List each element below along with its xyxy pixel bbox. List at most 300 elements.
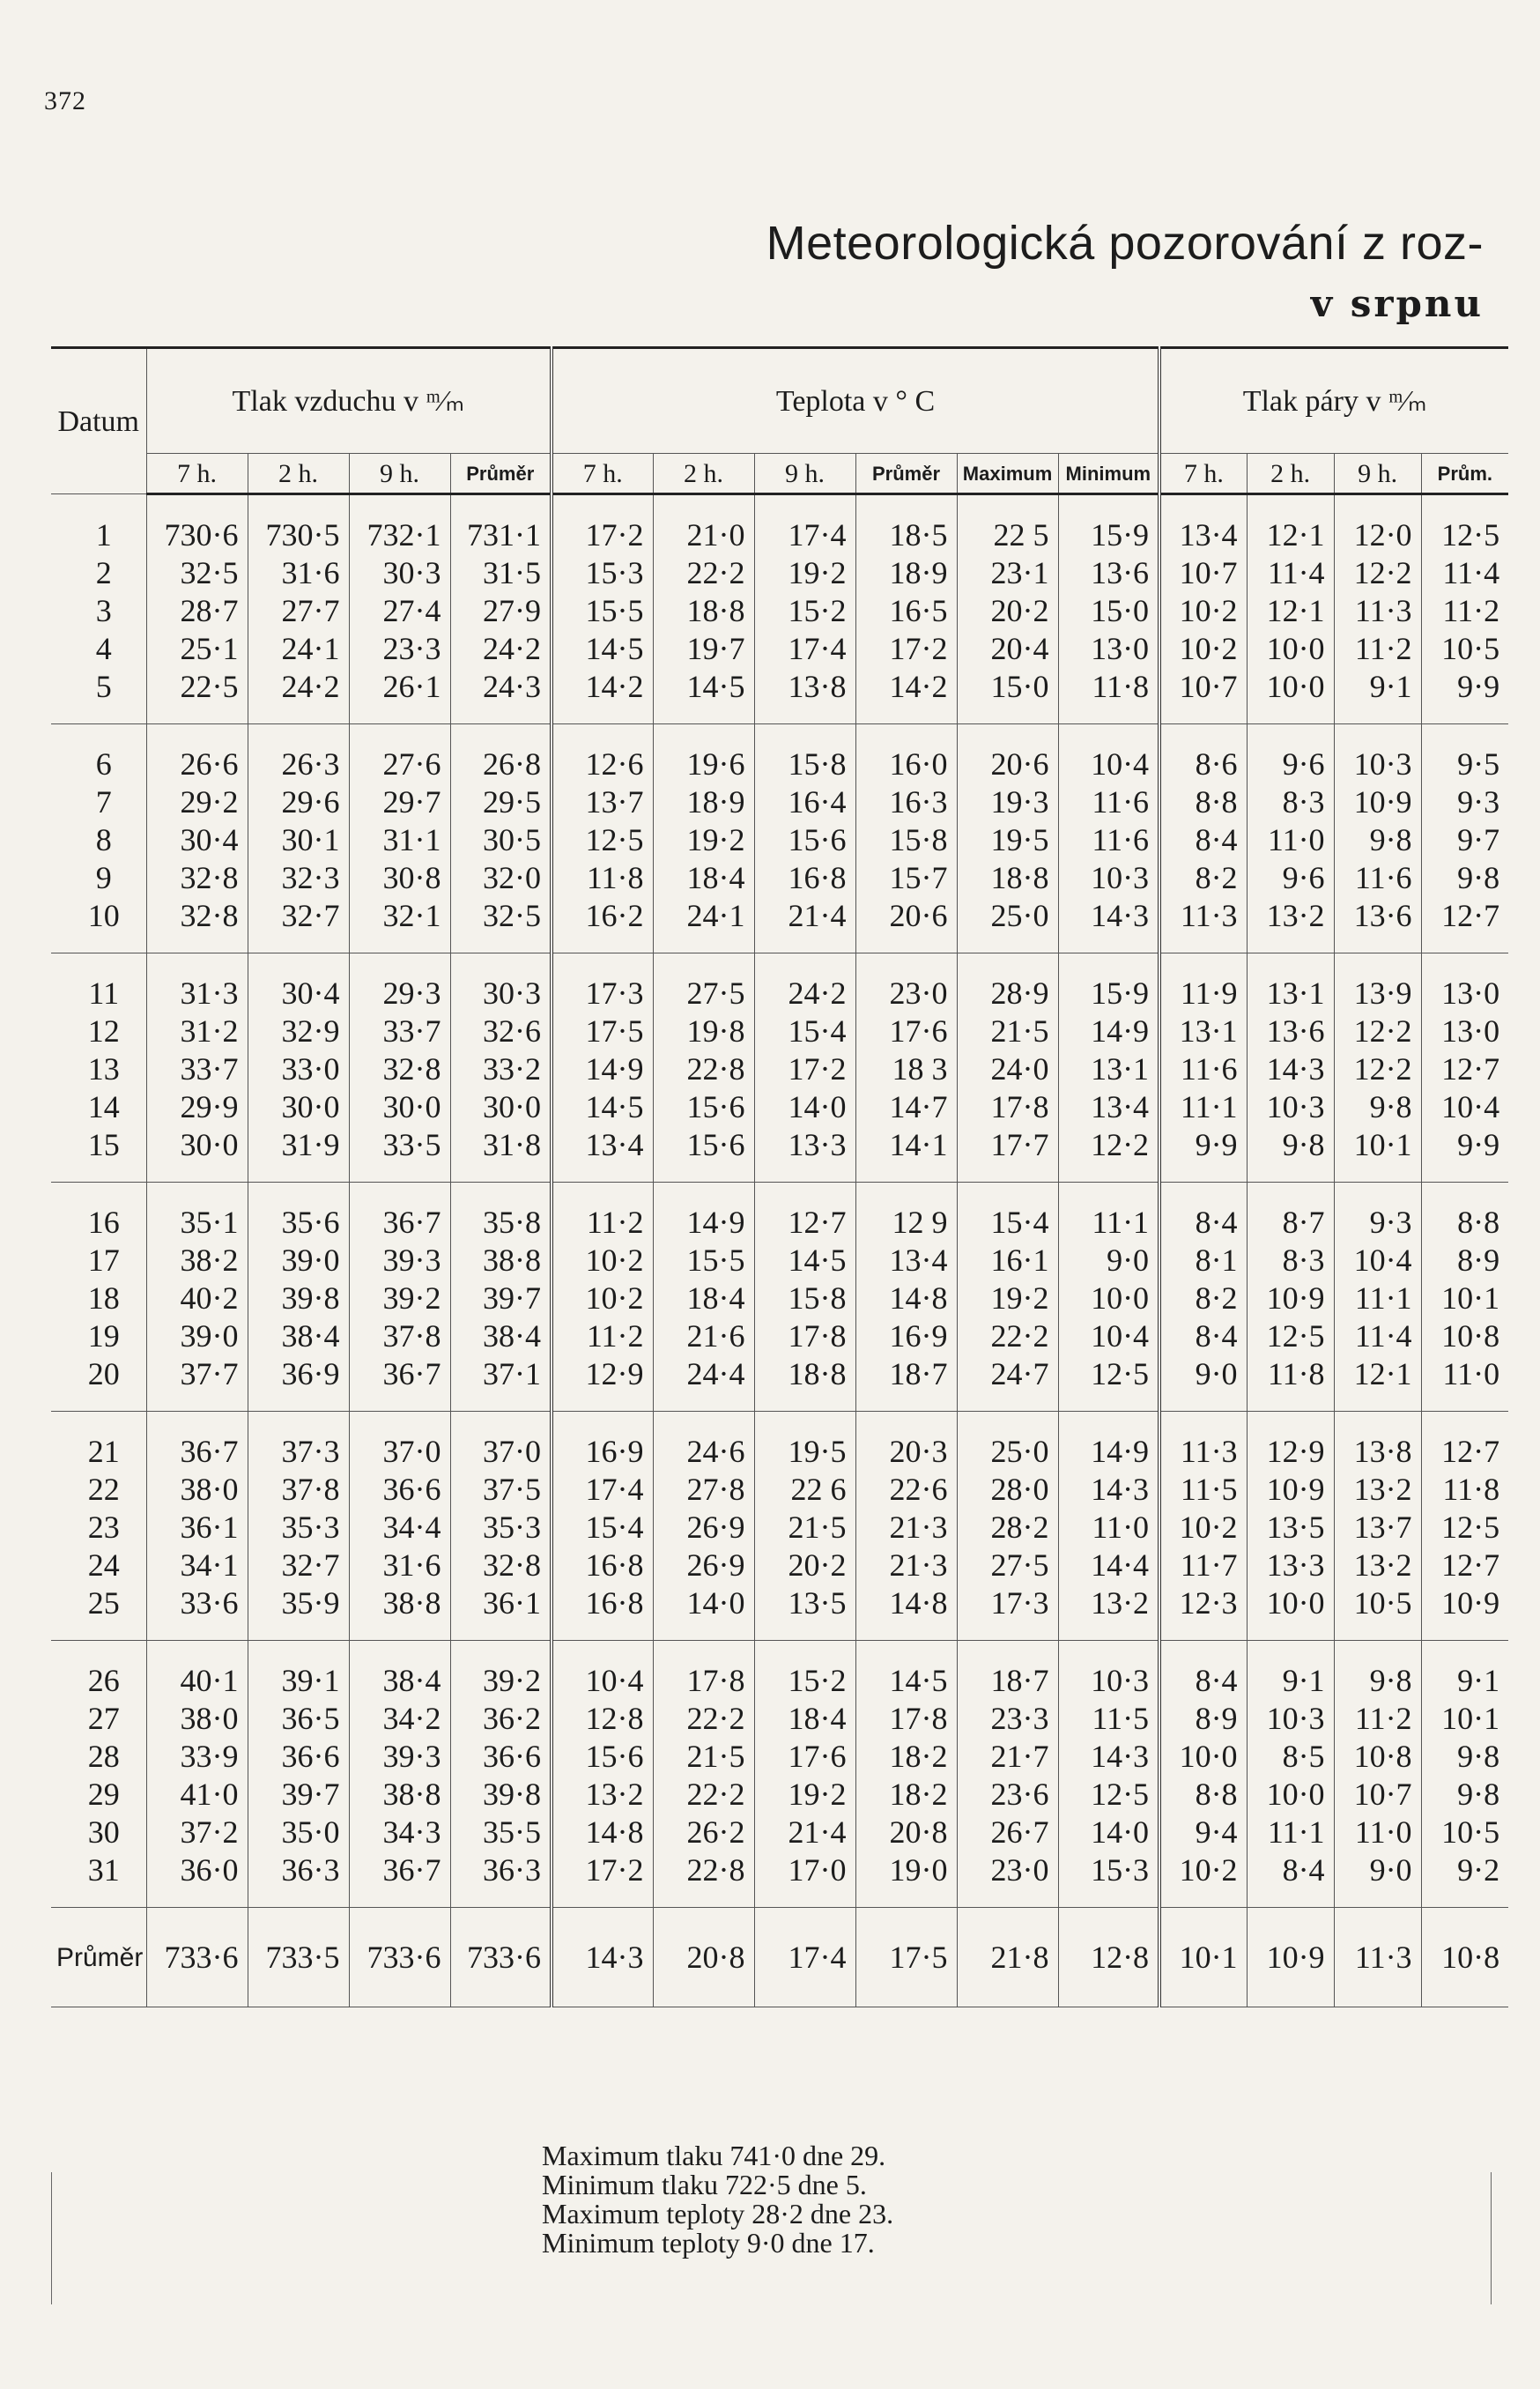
pressure-cell: 32·6	[450, 1013, 552, 1050]
temperature-cell: 11·6	[1058, 821, 1159, 859]
pressure-cell: 36·3	[450, 1851, 552, 1908]
pressure-cell: 26·1	[349, 668, 450, 724]
summary-cell: 20·8	[653, 1908, 754, 2007]
header-pressure-9h: 9 h.	[349, 454, 450, 494]
vapor-cell: 9·3	[1421, 783, 1508, 821]
pressure-cell: 40·2	[146, 1280, 248, 1317]
temperature-cell: 11·8	[552, 859, 653, 897]
table-row	[51, 1814, 1508, 1851]
vapor-cell: 10·4	[1421, 1088, 1508, 1126]
table-row	[51, 1355, 1508, 1412]
vapor-cell: 10·7	[1334, 1776, 1421, 1814]
vapor-cell: 8·7	[1247, 1183, 1334, 1243]
vapor-cell: 12·5	[1421, 1509, 1508, 1547]
extremes-notes	[542, 2141, 893, 2258]
pressure-cell: 33·9	[146, 1738, 248, 1776]
header-temp-mean: Průměr	[855, 454, 957, 494]
temperature-cell: 17·2	[552, 494, 653, 555]
pressure-cell: 22·5	[146, 668, 248, 724]
vapor-cell: 8·5	[1247, 1738, 1334, 1776]
temperature-cell: 11·2	[552, 1183, 653, 1243]
pressure-cell: 30·4	[146, 821, 248, 859]
temperature-cell: 10·0	[1058, 1280, 1159, 1317]
temperature-cell: 15·3	[1058, 1851, 1159, 1908]
temperature-cell: 19·8	[653, 1013, 754, 1050]
pressure-cell: 27·4	[349, 592, 450, 630]
pressure-cell: 38·4	[248, 1317, 349, 1355]
day-cell: 9	[95, 860, 112, 895]
temperature-cell: 13·4	[552, 1126, 653, 1183]
temperature-cell: 22·2	[957, 1317, 1058, 1355]
summary-cell: 733·6	[450, 1908, 552, 2007]
temperature-cell: 18·8	[754, 1355, 855, 1412]
temperature-cell: 15·9	[1058, 953, 1159, 1013]
temperature-cell: 26·9	[653, 1509, 754, 1547]
pressure-cell: 30·0	[349, 1088, 450, 1126]
vapor-cell: 10·0	[1247, 630, 1334, 668]
pressure-cell: 32·8	[349, 1050, 450, 1088]
temperature-cell: 14·0	[653, 1584, 754, 1641]
vapor-cell: 11·5	[1159, 1471, 1247, 1509]
pressure-cell: 30·0	[146, 1126, 248, 1183]
temperature-cell: 13·2	[1058, 1584, 1159, 1641]
vapor-cell: 9·0	[1334, 1851, 1421, 1908]
header-pressure-mean: Průměr	[450, 454, 552, 494]
pressure-cell: 32·0	[450, 859, 552, 897]
temperature-cell: 18·5	[855, 494, 957, 555]
table-row	[51, 494, 1508, 555]
pressure-cell: 38·4	[349, 1641, 450, 1701]
pressure-cell: 39·3	[349, 1738, 450, 1776]
row-group	[51, 494, 1508, 724]
pressure-cell: 32·1	[349, 897, 450, 953]
temperature-cell: 16·5	[855, 592, 957, 630]
pressure-cell: 37·0	[349, 1412, 450, 1472]
temperature-cell: 17·8	[957, 1088, 1058, 1126]
day-cell: 29	[87, 1777, 120, 1812]
note-line: Minimum tlaku 722·5 dne 5.	[542, 2169, 867, 2200]
temperature-cell: 16·1	[957, 1242, 1058, 1280]
pressure-cell: 38·0	[146, 1700, 248, 1738]
temperature-cell: 22 6	[754, 1471, 855, 1509]
vapor-cell: 8·8	[1159, 783, 1247, 821]
pressure-cell: 30·0	[248, 1088, 349, 1126]
day-cell: 8	[95, 822, 112, 857]
day-cell: 27	[87, 1701, 120, 1736]
vapor-cell: 11·2	[1334, 630, 1421, 668]
temperature-cell: 21·6	[653, 1317, 754, 1355]
temperature-cell: 17·8	[855, 1700, 957, 1738]
temperature-cell: 22·2	[653, 1700, 754, 1738]
note-line: Maximum tlaku 741·0 dne 29.	[542, 2140, 886, 2171]
day-cell: 4	[95, 631, 112, 666]
table-row	[51, 1547, 1508, 1584]
temperature-cell: 16·8	[754, 859, 855, 897]
vapor-cell: 13·0	[1421, 1013, 1508, 1050]
vapor-cell: 9·8	[1421, 1738, 1508, 1776]
vapor-cell: 9·8	[1334, 821, 1421, 859]
vapor-cell: 9·1	[1421, 1641, 1508, 1701]
pressure-cell: 29·2	[146, 783, 248, 821]
vapor-cell: 13·6	[1334, 897, 1421, 953]
temperature-cell: 9·0	[1058, 1242, 1159, 1280]
vapor-cell: 11·1	[1159, 1088, 1247, 1126]
table-row	[51, 1126, 1508, 1183]
temperature-cell: 14·0	[1058, 1814, 1159, 1851]
temperature-cell: 14·9	[1058, 1013, 1159, 1050]
table-row	[51, 1013, 1508, 1050]
page-subtitle: v srpnu	[1310, 282, 1484, 325]
table-row	[51, 1776, 1508, 1814]
temperature-cell: 26·9	[653, 1547, 754, 1584]
vapor-cell: 10·0	[1247, 668, 1334, 724]
pressure-cell: 33·7	[349, 1013, 450, 1050]
table-row	[51, 1700, 1508, 1738]
vapor-cell: 13·1	[1247, 953, 1334, 1013]
pressure-cell: 34·1	[146, 1547, 248, 1584]
pressure-cell: 30·4	[248, 953, 349, 1013]
temperature-cell: 24·4	[653, 1355, 754, 1412]
pressure-cell: 36·7	[146, 1412, 248, 1472]
table-row	[51, 953, 1508, 1013]
table-row	[51, 668, 1508, 724]
pressure-cell: 38·0	[146, 1471, 248, 1509]
temperature-cell: 14·3	[1058, 1738, 1159, 1776]
day-cell: 13	[87, 1051, 120, 1087]
pressure-cell: 38·8	[349, 1776, 450, 1814]
vapor-cell: 9·9	[1421, 1126, 1508, 1183]
vapor-cell: 12·1	[1247, 494, 1334, 555]
temperature-cell: 22·8	[653, 1050, 754, 1088]
temperature-cell: 17·0	[754, 1851, 855, 1908]
temperature-cell: 16·8	[552, 1547, 653, 1584]
pressure-cell: 29·3	[349, 953, 450, 1013]
vapor-cell: 10·9	[1421, 1584, 1508, 1641]
pressure-cell: 36·7	[349, 1355, 450, 1412]
vapor-cell: 10·2	[1159, 1509, 1247, 1547]
temperature-cell: 14·2	[552, 668, 653, 724]
summary-cell: 14·3	[552, 1908, 653, 2007]
temperature-cell: 18·9	[855, 554, 957, 592]
temperature-cell: 19·2	[754, 554, 855, 592]
temperature-cell: 25·0	[957, 1412, 1058, 1472]
temperature-cell: 14·2	[855, 668, 957, 724]
header-vapor-2h: 2 h.	[1247, 454, 1334, 494]
summary-cell: 733·5	[248, 1908, 349, 2007]
header-vapor-mean: Prům.	[1421, 454, 1508, 494]
vapor-cell: 13·3	[1247, 1547, 1334, 1584]
temperature-cell: 23·1	[957, 554, 1058, 592]
vapor-cell: 12·5	[1421, 494, 1508, 555]
vapor-cell: 8·2	[1159, 859, 1247, 897]
table-row	[51, 724, 1508, 784]
temperature-cell: 12·5	[552, 821, 653, 859]
temperature-cell: 25·0	[957, 897, 1058, 953]
temperature-cell: 13·3	[754, 1126, 855, 1183]
vapor-cell: 12·7	[1421, 1050, 1508, 1088]
pressure-cell: 35·5	[450, 1814, 552, 1851]
temperature-cell: 20·6	[855, 897, 957, 953]
temperature-cell: 12·7	[754, 1183, 855, 1243]
temperature-cell: 15·6	[653, 1126, 754, 1183]
pressure-cell: 36·3	[248, 1851, 349, 1908]
pressure-cell: 41·0	[146, 1776, 248, 1814]
temperature-cell: 18·8	[957, 859, 1058, 897]
temperature-cell: 19·6	[653, 724, 754, 784]
pressure-cell: 35·9	[248, 1584, 349, 1641]
temperature-cell: 21·4	[754, 897, 855, 953]
vapor-cell: 14·3	[1247, 1050, 1334, 1088]
pressure-cell: 28·7	[146, 592, 248, 630]
vapor-cell: 12·2	[1334, 1050, 1421, 1088]
temperature-cell: 13·4	[1058, 1088, 1159, 1126]
temperature-cell: 17·2	[855, 630, 957, 668]
temperature-cell: 17·7	[957, 1126, 1058, 1183]
summary-cell: 12·8	[1058, 1908, 1159, 2007]
temperature-cell: 23·3	[957, 1700, 1058, 1738]
header-vapor-7h: 7 h.	[1159, 454, 1247, 494]
day-cell: 24	[87, 1547, 120, 1583]
header-vapor-group: Tlak páry v ᵐ⁄ₘ	[1159, 348, 1508, 454]
vapor-cell: 10·2	[1159, 1851, 1247, 1908]
vapor-cell: 10·9	[1247, 1280, 1334, 1317]
vapor-cell: 13·6	[1247, 1013, 1334, 1050]
vapor-cell: 10·2	[1159, 592, 1247, 630]
vapor-cell: 9·8	[1247, 1126, 1334, 1183]
day-cell: 7	[95, 784, 112, 820]
temperature-cell: 10·4	[1058, 1317, 1159, 1355]
vapor-cell: 8·6	[1159, 724, 1247, 784]
temperature-cell: 14·4	[1058, 1547, 1159, 1584]
temperature-cell: 18·2	[855, 1776, 957, 1814]
vapor-cell: 10·9	[1247, 1471, 1334, 1509]
table-row	[51, 897, 1508, 953]
temperature-cell: 15·8	[855, 821, 957, 859]
header-temp-9h: 9 h.	[754, 454, 855, 494]
temperature-cell: 18·4	[754, 1700, 855, 1738]
temperature-cell: 28·2	[957, 1509, 1058, 1547]
pressure-cell: 730·6	[146, 494, 248, 555]
temperature-cell: 14·5	[653, 668, 754, 724]
vapor-cell: 9·8	[1334, 1641, 1421, 1701]
pressure-cell: 31·6	[349, 1547, 450, 1584]
day-cell: 16	[87, 1205, 120, 1240]
temperature-cell: 21·5	[957, 1013, 1058, 1050]
temperature-cell: 18·7	[957, 1641, 1058, 1701]
temperature-cell: 12·6	[552, 724, 653, 784]
pressure-cell: 30·8	[349, 859, 450, 897]
temperature-cell: 20·2	[957, 592, 1058, 630]
temperature-cell: 18·8	[653, 592, 754, 630]
pressure-cell: 39·3	[349, 1242, 450, 1280]
vapor-cell: 11·3	[1159, 897, 1247, 953]
vapor-cell: 12·2	[1334, 554, 1421, 592]
vapor-cell: 9·8	[1421, 1776, 1508, 1814]
temperature-cell: 14·5	[855, 1641, 957, 1701]
vapor-cell: 12·7	[1421, 1547, 1508, 1584]
pressure-cell: 730·5	[248, 494, 349, 555]
table-row	[51, 554, 1508, 592]
right-margin-rule	[1491, 2172, 1492, 2304]
temperature-cell: 14·8	[552, 1814, 653, 1851]
temperature-cell: 14·3	[1058, 1471, 1159, 1509]
temperature-cell: 22·6	[855, 1471, 957, 1509]
temperature-cell: 10·2	[552, 1280, 653, 1317]
vapor-cell: 9·2	[1421, 1851, 1508, 1908]
temperature-cell: 20·6	[957, 724, 1058, 784]
temperature-cell: 14·1	[855, 1126, 957, 1183]
pressure-cell: 34·4	[349, 1509, 450, 1547]
temperature-cell: 18·4	[653, 1280, 754, 1317]
temperature-cell: 19·2	[957, 1280, 1058, 1317]
temperature-cell: 27·5	[957, 1547, 1058, 1584]
temperature-cell: 20·4	[957, 630, 1058, 668]
left-margin-rule	[51, 2172, 52, 2304]
vapor-cell: 10·1	[1421, 1280, 1508, 1317]
temperature-cell: 27·5	[653, 953, 754, 1013]
summary-cell: 21·8	[957, 1908, 1058, 2007]
vapor-cell: 8·8	[1421, 1183, 1508, 1243]
table-row	[51, 1183, 1508, 1243]
pressure-cell: 24·3	[450, 668, 552, 724]
day-cell: 20	[51, 1355, 146, 1412]
pressure-cell: 31·3	[146, 953, 248, 1013]
note-line: Maximum teploty 28·2 dne 23.	[542, 2198, 894, 2229]
pressure-cell: 37·7	[146, 1355, 248, 1412]
vapor-cell: 11·4	[1334, 1317, 1421, 1355]
temperature-cell: 27·8	[653, 1471, 754, 1509]
temperature-cell: 17·6	[754, 1738, 855, 1776]
vapor-cell: 12·1	[1334, 1355, 1421, 1412]
pressure-cell: 30·1	[248, 821, 349, 859]
pressure-cell: 29·5	[450, 783, 552, 821]
vapor-cell: 11·2	[1421, 592, 1508, 630]
pressure-cell: 34·3	[349, 1814, 450, 1851]
row-group	[51, 953, 1508, 1183]
pressure-cell: 31·6	[248, 554, 349, 592]
vapor-cell: 13·8	[1334, 1412, 1421, 1472]
pressure-cell: 39·0	[146, 1317, 248, 1355]
vapor-cell: 11·0	[1247, 821, 1334, 859]
vapor-cell: 13·5	[1247, 1509, 1334, 1547]
vapor-cell: 8·1	[1159, 1242, 1247, 1280]
vapor-cell: 8·4	[1247, 1851, 1334, 1908]
pressure-cell: 36·6	[349, 1471, 450, 1509]
temperature-cell: 10·3	[1058, 1641, 1159, 1701]
header-temp-min: Minimum	[1058, 454, 1159, 494]
vapor-cell: 11·8	[1247, 1355, 1334, 1412]
day-cell: 23	[87, 1510, 120, 1545]
row-group	[51, 1641, 1508, 1908]
pressure-cell: 27·7	[248, 592, 349, 630]
temperature-cell: 15·4	[754, 1013, 855, 1050]
vapor-cell: 9·1	[1247, 1641, 1334, 1701]
pressure-cell: 33·0	[248, 1050, 349, 1088]
temperature-cell: 14·5	[552, 630, 653, 668]
page-title: Meteorologická pozorování z roz-	[766, 217, 1484, 270]
day-cell: 11	[88, 976, 120, 1011]
table-row	[51, 630, 1508, 668]
pressure-cell: 32·3	[248, 859, 349, 897]
pressure-cell: 31·1	[349, 821, 450, 859]
table-row	[51, 592, 1508, 630]
vapor-cell: 9·9	[1159, 1126, 1247, 1183]
day-cell: 14	[87, 1089, 120, 1124]
temperature-cell: 17·3	[552, 953, 653, 1013]
temperature-cell: 28·0	[957, 1471, 1058, 1509]
vapor-cell: 12·5	[1247, 1317, 1334, 1355]
table-row	[51, 859, 1508, 897]
vapor-cell: 8·4	[1159, 1317, 1247, 1355]
header-pressure-2h: 2 h.	[248, 454, 349, 494]
table-row	[51, 1738, 1508, 1776]
pressure-cell: 732·1	[349, 494, 450, 555]
vapor-cell: 10·0	[1159, 1738, 1247, 1776]
table-row	[51, 1584, 1508, 1641]
vapor-cell: 8·3	[1247, 783, 1334, 821]
vapor-cell: 10·2	[1159, 630, 1247, 668]
vapor-cell: 11·8	[1421, 1471, 1508, 1509]
temperature-cell: 19·2	[653, 821, 754, 859]
summary-row	[51, 1908, 1508, 2007]
pressure-cell: 32·8	[450, 1547, 552, 1584]
temperature-cell: 15·8	[754, 724, 855, 784]
pressure-cell: 36·7	[349, 1851, 450, 1908]
pressure-cell: 38·2	[146, 1242, 248, 1280]
vapor-cell: 12·3	[1159, 1584, 1247, 1641]
temperature-cell: 15·0	[957, 668, 1058, 724]
temperature-cell: 14·5	[552, 1088, 653, 1126]
temperature-cell: 17·4	[552, 1471, 653, 1509]
vapor-cell: 10·3	[1247, 1088, 1334, 1126]
vapor-cell: 10·1	[1334, 1126, 1421, 1183]
vapor-cell: 12·2	[1334, 1013, 1421, 1050]
temperature-cell: 22·2	[653, 1776, 754, 1814]
temperature-cell: 11·8	[1058, 668, 1159, 724]
temperature-cell: 16·9	[855, 1317, 957, 1355]
temperature-cell: 17·2	[754, 1050, 855, 1088]
pressure-cell: 26·6	[146, 724, 248, 784]
summary-cell: 17·4	[754, 1908, 855, 2007]
vapor-cell: 10·0	[1247, 1584, 1334, 1641]
temperature-cell: 16·9	[552, 1412, 653, 1472]
temperature-cell: 19·5	[754, 1412, 855, 1472]
day-cell: 2	[95, 555, 112, 590]
pressure-cell: 31·5	[450, 554, 552, 592]
header-temp-7h: 7 h.	[552, 454, 653, 494]
temperature-cell: 15·8	[754, 1280, 855, 1317]
vapor-cell: 9·4	[1159, 1814, 1247, 1851]
day-cell: 3	[95, 593, 112, 628]
day-cell: 18	[87, 1280, 120, 1316]
temperature-cell: 14·5	[754, 1242, 855, 1280]
temperature-cell: 13·1	[1058, 1050, 1159, 1088]
pressure-cell: 39·7	[450, 1280, 552, 1317]
table-row	[51, 1851, 1508, 1908]
temperature-cell: 24·2	[754, 953, 855, 1013]
pressure-cell: 36·1	[146, 1509, 248, 1547]
pressure-cell: 37·8	[248, 1471, 349, 1509]
pressure-cell: 36·2	[450, 1700, 552, 1738]
pressure-cell: 30·3	[450, 953, 552, 1013]
temperature-cell: 15·6	[653, 1088, 754, 1126]
vapor-cell: 10·4	[1334, 1242, 1421, 1280]
pressure-cell: 32·9	[248, 1013, 349, 1050]
temperature-cell: 18·2	[855, 1738, 957, 1776]
vapor-cell: 8·2	[1159, 1280, 1247, 1317]
pressure-cell: 32·5	[450, 897, 552, 953]
day-cell: 22	[87, 1472, 120, 1507]
